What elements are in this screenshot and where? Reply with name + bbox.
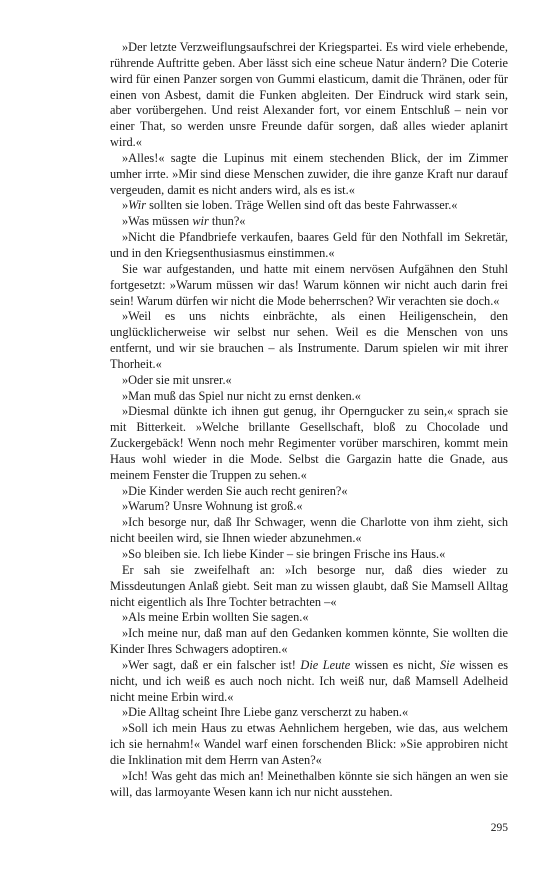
text-run: »Oder sie mit unsrer.« <box>122 372 232 387</box>
paragraph <box>110 499 508 515</box>
paragraph <box>110 230 508 262</box>
text-run: »Wer sagt, daß er ein falscher ist! <box>122 657 301 672</box>
page-number: 295 <box>490 822 508 834</box>
text-run: »Die Kinder werden Sie auch recht geniren?« <box>122 483 348 498</box>
text-run: »Die Alltag scheint Ihre Liebe ganz verscherzt zu haben.« <box>122 705 409 720</box>
paragraph <box>110 769 508 801</box>
paragraph <box>110 721 508 769</box>
paragraph <box>110 563 508 611</box>
text-run: Er sah sie zweifelhaft an: »Ich besorge nur, daß dies wieder zu Missdeutungen Anlaß giebt. Seit man zu wissen glaubt, daß Sie Mamsell Alltag nicht eigentlich als Ihre Tochter betrachten –« <box>110 562 508 609</box>
text-run: » <box>122 198 129 213</box>
text-run: »So bleiben sie. Ich liebe Kinder – sie bringen Frische ins Haus.« <box>122 547 446 561</box>
text-run: sollten sie loben. Träge Wellen sind oft das beste Fahrwasser.« <box>146 198 458 213</box>
paragraph <box>110 198 508 214</box>
text-run: »Ich meine nur, daß man auf den Gedanken kommen könnte, Sie wollten die Kinder Ihres Schwagers adoptiren.« <box>110 626 508 657</box>
text-run: »Man muß das Spiel nur nicht zu ernst denken.« <box>122 388 361 403</box>
paragraph <box>110 610 508 626</box>
emphasized-text: Sie <box>439 657 456 672</box>
paragraph <box>110 309 508 372</box>
paragraph <box>110 262 508 310</box>
paragraph <box>110 547 508 563</box>
text-run: »Soll ich mein Haus zu etwas Aehnlichem hergeben, wie das, aus welchem ich sie hernahm!« Wandel warf einen forschenden Blick: »Sie approbiren nicht die Inklination mit dem Herrn van Asten?« <box>110 721 508 767</box>
text-run: »Was müssen <box>122 214 193 229</box>
paragraph <box>110 389 508 405</box>
text-run: »Warum? Unsre Wohnung ist groß.« <box>122 499 303 514</box>
paragraph <box>110 484 508 500</box>
paragraph <box>110 40 508 151</box>
paragraph <box>110 214 508 230</box>
emphasized-text: wir <box>192 214 209 229</box>
text-run: »Der letzte Verzweiflungsaufschrei der Kriegspartei. Es wird viele erhebende, rührende Auftritte geben. Aber lässt sich eine scheue Natur ändern? Die Coterie wird für einen Panzer sorgen von Gummi elasticum, damit die Thränen, oder für einen von Asbest, damit die Funken abgleiten. Der Eindruck wird stark sein, aber vorübergehen. Und reist Alexander fort, vor einem Entschluß – nein vor einer That, so werden unsre Freunde dafür sorgen, daß alles wieder aplanirt wird.« <box>110 40 508 150</box>
body-text <box>110 40 508 801</box>
paragraph <box>110 404 508 483</box>
emphasized-text: Wir <box>128 198 147 213</box>
text-run: »Ich! Was geht das mich an! Meinethalben könnte sie sich hängen an wen sie will, das larmoyante Wesen kann ich nur nicht ausstehen. <box>110 768 508 799</box>
text-run: »Nicht die Pfandbriefe verkaufen, baares Geld für den Nothfall im Sekretär, und in den Kriegsenthusiasmus einstimmen.« <box>110 230 508 260</box>
text-run: »Ich besorge nur, daß Ihr Schwager, wenn die Charlotte von ihm zieht, sich nicht beeilen wird, sie Ihnen wieder abzunehmen.« <box>110 515 508 546</box>
text-run: thun?« <box>208 214 246 229</box>
text-run: »Alles!« sagte die Lupinus mit einem stechenden Blick, der im Zimmer umher irrte. »Mir sind diese Menschen zuwider, die ihre ganze Kraft nur darauf vergeuden, damit es nicht anders wird, als es ist.« <box>110 150 508 197</box>
paragraph <box>110 515 508 547</box>
text-run: »Diesmal dünkte ich ihnen gut genug, ihr Operngucker zu sein,« sprach sie mit Bitterkeit. »Welche brillante Gesellschaft, bloß zu Chocolade und Zuckergebäck! Wenn noch mehr Regimenter vorüber marschiren, kommt mein Haus wohl wieder in die Mode. Selbst die Gargazin hatte die Gnade, aus meinem Fenster die Truppen zu sehen.« <box>110 404 508 482</box>
paragraph <box>110 373 508 389</box>
paragraph <box>110 626 508 658</box>
text-run: Sie war aufgestanden, und hatte mit einem nervösen Aufgähnen den Stuhl fortgesetzt: »Warum müssen wir das! Warum können wir nicht auch darin frei sein! Warum dürfen wir nicht die Mode beherrschen? Wir verachten sie doch.« <box>110 261 508 308</box>
paragraph <box>110 705 508 721</box>
text-run: wissen es nicht, <box>350 657 440 672</box>
paragraph <box>110 658 508 706</box>
paragraph <box>110 151 508 199</box>
text-run: »Weil es uns nichts einbrächte, als einen Heiligenschein, den unglücklicherweise wir selbst nur sehen. Weil es die Menschen von uns entfernt, und wir sie brauchen – als Instrumente. Darum spielen wir mit ihrer Thorheit.« <box>110 309 508 371</box>
emphasized-text: Die Leute <box>300 657 351 672</box>
text-run: »Als meine Erbin wollten Sie sagen.« <box>122 610 309 625</box>
text-run: wissen es nicht, und ich weiß es auch noch nicht. Ich weiß nur, daß Mamsell Adelheid nicht meine Erbin wird.« <box>110 657 509 704</box>
